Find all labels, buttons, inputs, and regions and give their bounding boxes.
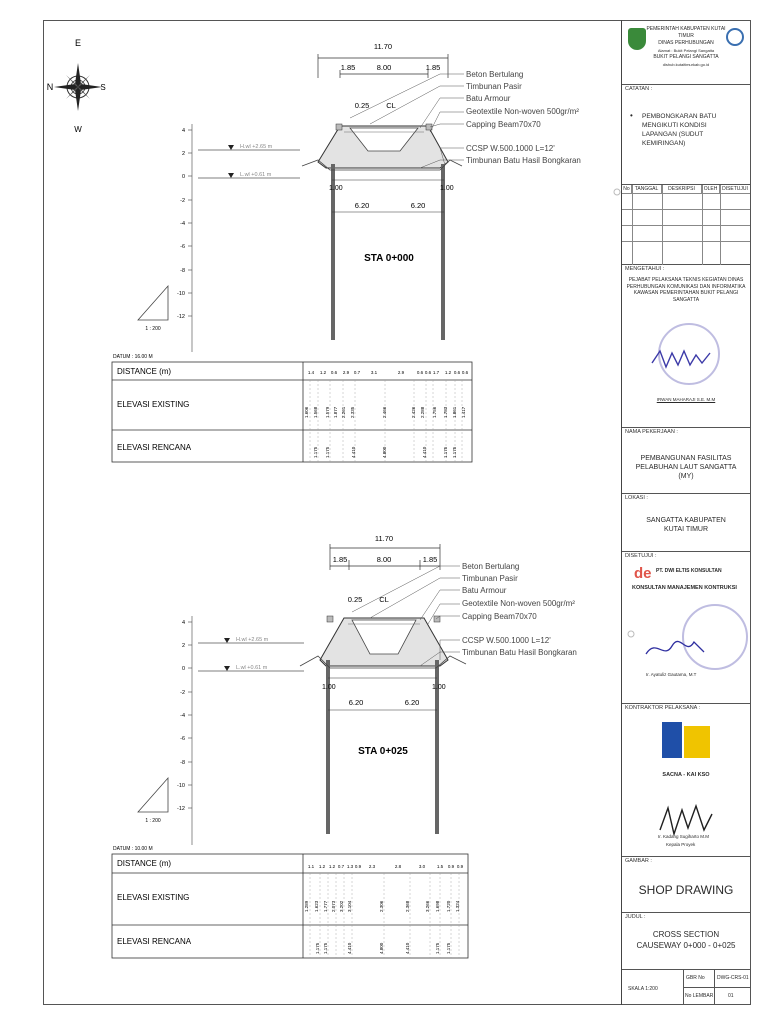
- rencana-cell: 4.800: [379, 942, 384, 954]
- title-block: [621, 20, 751, 1005]
- compass-icon: [47, 38, 106, 134]
- y-tick: 0: [181, 666, 185, 672]
- y-tick: 2: [181, 151, 185, 157]
- mengetahui-section: [622, 265, 750, 428]
- y-tick: 2: [181, 643, 185, 649]
- distance-cell: 1.2: [444, 370, 452, 375]
- revision-row: [622, 226, 750, 242]
- datum-label: DATUM : 10.00 M: [113, 846, 153, 852]
- existing-cell: 2.306: [379, 900, 384, 912]
- distance-cell: 0.6: [416, 370, 424, 375]
- compass-w-label: W: [74, 125, 82, 134]
- distance-cell: 3.0: [418, 864, 426, 869]
- dim-mid: 8.00: [376, 63, 392, 72]
- existing-cell: 1.568: [313, 406, 318, 418]
- revision-table: [622, 185, 750, 265]
- rencana-cell: 1.175: [325, 446, 330, 458]
- revision-header-row: [622, 185, 750, 194]
- distance-cell: 1.1: [307, 864, 315, 869]
- high-water-level: H.wl +2.65 m: [240, 144, 273, 150]
- mengetahui-label: MENGETAHUI :: [625, 266, 665, 272]
- mengetahui-text: PEJABAT PELAKSANA TEKNIS KEGIATAN DINAS PERHUBUNGAN KOMUNIKASI DAN INFORMATIKA KAWASAN PEMERINTAHAN BUKIT PELANGI SANGATTA: [626, 277, 746, 303]
- material-label: Timbunan Batu Hasil Bongkaran: [462, 648, 577, 657]
- gbr-no-label: GBR No: [686, 975, 705, 981]
- rencana-cell: 4.410: [347, 942, 352, 954]
- dim-left: 1.85: [340, 63, 356, 72]
- rencana-cell: 1.175: [443, 446, 448, 458]
- material-label: Beton Bertulang: [462, 562, 520, 571]
- dim-half-right: 6.20: [404, 698, 420, 707]
- existing-cell: 2.466: [382, 406, 387, 418]
- material-label: Timbunan Pasir: [466, 82, 522, 91]
- sheet-info-section: [622, 970, 750, 1005]
- rev-col-no: No: [622, 185, 632, 194]
- material-label: Beton Bertulang: [466, 70, 524, 79]
- distance-cell: 0.9: [456, 864, 464, 869]
- material-label: CCSP W.500.1000 L=12': [462, 636, 551, 645]
- dim-right: 1.85: [422, 555, 438, 564]
- scale-triangle: [138, 778, 168, 824]
- skala-label: SKALA 1:200: [628, 986, 658, 992]
- distance-cell: 0.9: [354, 864, 362, 869]
- header-line: Alamat : Bukit Pelangi Sangatta: [657, 48, 715, 53]
- rencana-cell: 1.175: [315, 942, 320, 954]
- scale-label: 1 : 200: [145, 326, 161, 332]
- material-label: Capping Beam70x70: [462, 612, 537, 621]
- dim-depth-left: 1.00: [329, 185, 343, 192]
- header-line: dishub.kutaitimurkab.go.id: [662, 62, 710, 67]
- station-label: STA 0+025: [358, 746, 408, 757]
- bullet-icon: •: [630, 111, 633, 120]
- existing-cell: 1.289: [304, 900, 309, 912]
- gambar-label: GAMBAR :: [625, 858, 652, 864]
- dim-depth-right: 1.00: [440, 185, 454, 192]
- judul-section: [622, 913, 750, 970]
- revision-row: [622, 210, 750, 226]
- header-section: [622, 20, 750, 85]
- cross-section-sta-0-000: [112, 42, 581, 462]
- low-water-level: L.wl +0.61 m: [236, 665, 268, 671]
- y-tick: -12: [177, 806, 185, 812]
- dim-crest: 0.25: [347, 595, 363, 604]
- dim-mid: 8.00: [376, 555, 392, 564]
- y-tick: -6: [180, 736, 185, 742]
- distance-cell: 1.2: [319, 370, 327, 375]
- existing-cell: 3.202: [339, 900, 344, 912]
- causeway-body: [300, 616, 466, 834]
- rencana-cell: 1.175: [435, 942, 440, 954]
- distance-cell: 1.4: [307, 370, 315, 375]
- rencana-cell: 4.410: [351, 446, 356, 458]
- gambar-text: SHOP DRAWING: [638, 883, 734, 897]
- punch-hole: [614, 189, 620, 195]
- dim-half-left: 6.20: [348, 698, 364, 707]
- kontraktor-signer: Ir. Kadang Sugiharto M.M: [658, 834, 710, 839]
- compass-n-label: N: [46, 82, 54, 92]
- contractor-logo-icon: [662, 722, 682, 758]
- distance-cell: 2.9: [342, 370, 350, 375]
- catatan-label: CATATAN :: [625, 86, 653, 92]
- material-label: Geotextile Non-woven 500gr/m²: [466, 107, 579, 116]
- kontraktor-name: SACNA - KAI KSO: [662, 772, 710, 778]
- revision-row: [622, 194, 750, 210]
- pekerjaan-section: [622, 428, 750, 494]
- y-tick: -10: [177, 291, 185, 297]
- existing-cell: 1.417: [461, 406, 466, 418]
- distance-cell: 1.7: [432, 370, 440, 375]
- existing-cell: 1.777: [323, 900, 328, 912]
- distance-cell: 2.3: [368, 864, 376, 869]
- distance-cell: 1.3: [346, 864, 354, 869]
- ministry-logo-icon: [726, 28, 744, 46]
- existing-cell: 1.861: [452, 406, 457, 418]
- rev-col-date: TANGGAL: [632, 185, 662, 194]
- centerline-label: CL: [386, 101, 396, 110]
- distance-cell: 1.2: [318, 864, 326, 869]
- distance-cell: 3.1: [370, 370, 378, 375]
- distance-cell: 0.6: [424, 370, 432, 375]
- header-line: PEMERINTAH KABUPATEN KUTAI TIMUR: [646, 26, 726, 39]
- existing-cell: 2.368: [405, 900, 410, 912]
- distance-cell: 1.2: [328, 864, 336, 869]
- existing-cell: 1.623: [314, 900, 319, 912]
- distance-cell: 0.6: [453, 370, 461, 375]
- judul-label: JUDUL :: [625, 914, 646, 920]
- y-tick: -2: [180, 690, 185, 696]
- rencana-cell: 4.800: [382, 446, 387, 458]
- y-tick: -12: [177, 314, 185, 320]
- mengetahui-name: IRWAN MAHARAJI S.E. M.M: [656, 397, 716, 402]
- dim-crest: 0.25: [354, 101, 370, 110]
- distance-cell: 0.7: [337, 864, 345, 869]
- rev-col-desc: DESKRIPSI: [662, 185, 702, 194]
- rencana-cell: 1.175: [313, 446, 318, 458]
- distance-cell: 0.6: [461, 370, 469, 375]
- rencana-cell: 1.175: [446, 942, 451, 954]
- distance-cell: 1.5: [436, 864, 444, 869]
- existing-row-label: ELEVASI EXISTING: [117, 400, 190, 409]
- distance-cell: 0.6: [330, 370, 338, 375]
- existing-cell: 1.698: [435, 900, 440, 912]
- existing-cell: 1.783: [443, 406, 448, 418]
- material-label: Geotextile Non-woven 500gr/m²: [462, 599, 575, 608]
- y-tick: -6: [180, 244, 185, 250]
- compass-e-label: E: [74, 38, 82, 48]
- existing-cell: 1.756: [432, 406, 437, 418]
- station-label: STA 0+000: [364, 253, 414, 264]
- cross-section-sta-0-025: [112, 534, 577, 958]
- kontraktor-section: [622, 704, 750, 857]
- material-label: Batu Armour: [466, 94, 511, 103]
- compass-s-label: S: [100, 83, 106, 92]
- y-tick: -8: [180, 268, 185, 274]
- lokasi-text: SANGATTA KABUPATEN KUTAI TIMUR: [646, 517, 726, 533]
- existing-cell: 3.266: [425, 900, 430, 912]
- y-tick: -4: [180, 221, 185, 227]
- pekerjaan-text: PEMBANGUNAN FASILITAS PELABUHAN LAUT SANGATTA (MY): [635, 455, 737, 480]
- rev-col-by: OLEH: [702, 185, 720, 194]
- existing-cell: 1.579: [325, 406, 330, 418]
- rencana-cell: 4.410: [405, 942, 410, 954]
- distance-row-label: DISTANCE (m): [117, 367, 172, 376]
- existing-row-label: ELEVASI EXISTING: [117, 893, 190, 902]
- distance-cell: 0.9: [447, 864, 455, 869]
- y-tick: -4: [180, 713, 185, 719]
- existing-cell: 1.720: [446, 900, 451, 912]
- existing-cell: 1.877: [333, 406, 338, 418]
- rev-col-approved: DISETUJUI: [722, 186, 748, 192]
- dim-total: 11.70: [373, 42, 393, 51]
- y-tick: -8: [180, 760, 185, 766]
- centerline-label: CL: [379, 595, 389, 604]
- signature-icon: [642, 634, 712, 664]
- material-label: Batu Armour: [462, 586, 507, 595]
- y-tick: 4: [181, 620, 185, 626]
- rencana-cell: 4.410: [422, 446, 427, 458]
- distance-cell: 2.8: [394, 864, 402, 869]
- low-water-level: L.wl +0.61 m: [240, 172, 272, 178]
- signature-icon: [650, 345, 720, 375]
- contractor-logo-mark-icon: [684, 726, 710, 758]
- distance-cell: 2.9: [397, 370, 405, 375]
- lokasi-section: [622, 494, 750, 552]
- dim-right: 1.85: [425, 63, 441, 72]
- existing-cell: 2.073: [331, 900, 336, 912]
- dim-half-right: 6.20: [410, 201, 426, 210]
- y-tick: 0: [181, 174, 185, 180]
- existing-cell: 1.324: [455, 900, 460, 912]
- existing-cell: 3.104: [347, 900, 352, 912]
- konsultan-signer: Ir. Ayatuliz Gautama, M.T: [646, 672, 697, 677]
- gbr-no-value: DWG-CRS-01: [717, 975, 749, 981]
- rencana-cell: 1.175: [452, 446, 457, 458]
- scale-label: 1 : 200: [145, 818, 161, 824]
- lokasi-label: LOKASI :: [625, 495, 648, 501]
- consultant-logo-icon: de: [634, 565, 652, 582]
- header-line: DINAS PERHUBUNGAN: [658, 40, 714, 46]
- y-tick: -2: [180, 198, 185, 204]
- rencana-row-label: ELEVASI RENCANA: [117, 443, 192, 452]
- gambar-section: [622, 857, 750, 913]
- material-label: Timbunan Batu Hasil Bongkaran: [466, 156, 581, 165]
- catatan-section: [622, 85, 750, 185]
- material-label: Timbunan Pasir: [462, 574, 518, 583]
- rencana-cell: 1.175: [323, 942, 328, 954]
- existing-cell: 2.261: [341, 406, 346, 418]
- dim-depth-left: 1.00: [322, 684, 336, 691]
- lembar-label: No LEMBAR: [685, 993, 714, 999]
- revision-row: [622, 242, 750, 264]
- y-tick: 4: [181, 128, 185, 134]
- dim-half-left: 6.20: [354, 201, 370, 210]
- rencana-row-label: ELEVASI RENCANA: [117, 937, 192, 946]
- material-label: Capping Beam70x70: [466, 120, 541, 129]
- causeway-body: [302, 124, 462, 340]
- scale-triangle: [138, 286, 168, 332]
- existing-cell: 2.335: [350, 406, 355, 418]
- kontraktor-label: KONTRAKTOR PELAKSANA :: [625, 705, 701, 711]
- distance-cell: 0.7: [353, 370, 361, 375]
- disetujui-label: DISETUJUI :: [625, 553, 657, 559]
- disetujui-section: [622, 552, 750, 704]
- existing-cell: 1.606: [304, 406, 309, 418]
- catatan-text: PEMBONGKARAN BATU MENGIKUTI KONDISI LAPANGAN (SUDUT KEMIRINGAN): [642, 113, 717, 147]
- existing-cell: 2.288: [420, 406, 425, 418]
- y-tick: -10: [177, 783, 185, 789]
- existing-cell: 2.426: [411, 406, 416, 418]
- header-line: BUKIT PELANGI SANGATTA: [653, 54, 719, 60]
- distance-row-label: DISTANCE (m): [117, 859, 172, 868]
- kontraktor-role: Kepala Proyek: [666, 842, 696, 847]
- judul-text: CROSS SECTION CAUSEWAY 0+000 - 0+025: [636, 930, 736, 950]
- high-water-level: H.wl +2.65 m: [236, 637, 269, 643]
- datum-label: DATUM : 16.00 M: [113, 354, 153, 360]
- dim-depth-right: 1.00: [432, 684, 446, 691]
- dim-total: 11.70: [374, 534, 394, 543]
- konsultan-name: PT. DWI ELTIS KONSULTAN: [656, 568, 722, 574]
- dim-left: 1.85: [332, 555, 348, 564]
- material-label: CCSP W.500.1000 L=12': [466, 144, 555, 153]
- konsultan-sub: KONSULTAN MANAJEMEN KONTRUKSI: [632, 585, 737, 591]
- lembar-value: 01: [728, 993, 734, 999]
- pekerjaan-label: NAMA PEKERJAAN :: [625, 429, 678, 435]
